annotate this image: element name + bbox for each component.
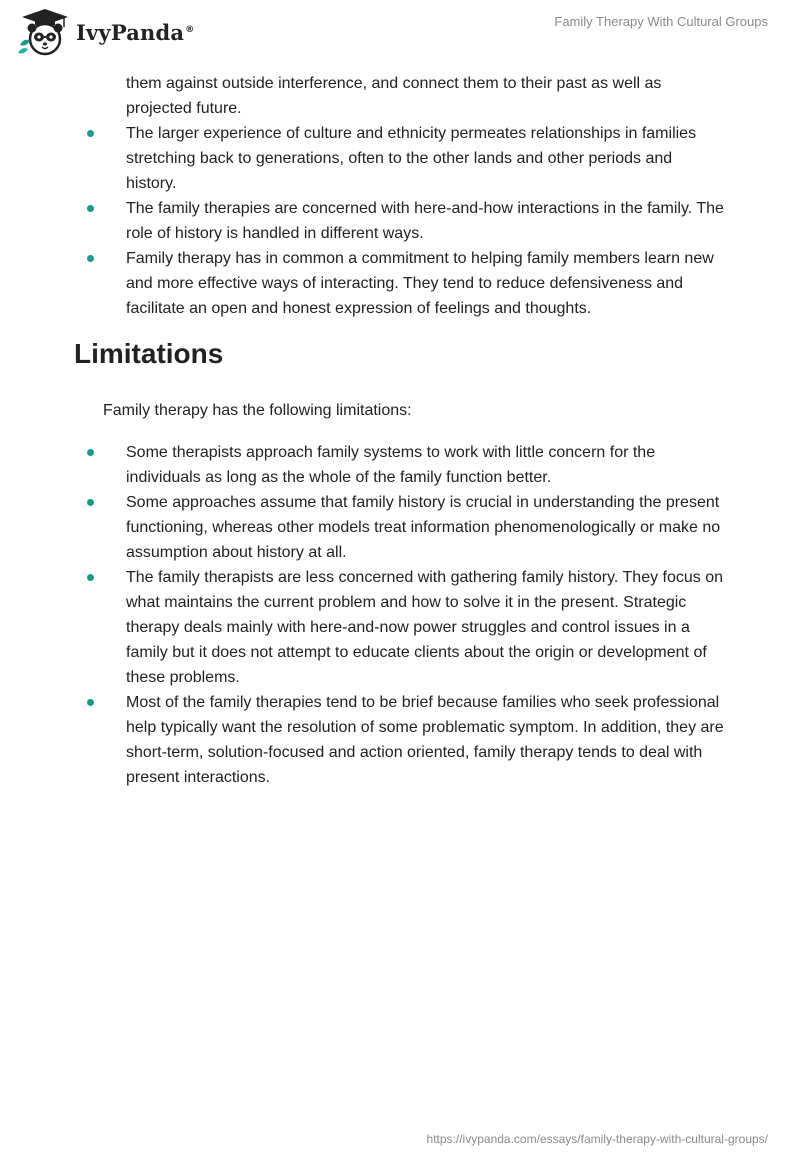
bullet-dot-icon <box>87 574 94 581</box>
page-header <box>0 0 800 60</box>
document-title: Family Therapy With Cultural Groups <box>554 14 768 29</box>
list-item-text: The larger experience of culture and ethnicity permeates relationships in families stretching back to generations, often to the other lands and other periods and history. <box>126 125 697 192</box>
section-heading: Limitations <box>74 338 224 369</box>
bullet-dot-icon <box>87 699 94 706</box>
brand-name: IvyPanda® <box>76 19 195 45</box>
list-item <box>0 196 800 246</box>
list-item-text: The family therapies are concerned with here-and-how interactions in the family. The role of history is handled in different ways. <box>126 200 724 242</box>
bullet-dot-icon <box>87 130 94 137</box>
advantages-list <box>0 121 800 321</box>
list-item <box>0 440 800 490</box>
registered-mark: ® <box>185 24 195 35</box>
bullet-dot-icon <box>87 449 94 456</box>
ivypanda-logo[interactable] <box>14 7 194 57</box>
bullet-dot-icon <box>87 205 94 212</box>
list-item-text: Most of the family therapies tend to be brief because families who seek professional help typically want the resolution of some problematic symptom. In addition, they are short-term, solution-focused and action oriented, family therapy tends to deal with present interactions. <box>126 694 724 786</box>
list-item <box>0 690 800 790</box>
list-item <box>0 490 800 565</box>
list-item <box>0 565 800 690</box>
panda-graduate-icon <box>14 7 74 57</box>
list-item-text: Family therapy has in common a commitment to helping family members learn new and more effective ways of interacting. They tend to reduce defensiveness and facilitate an open and honest expression of feelings and thoughts. <box>126 250 714 317</box>
source-url-link[interactable]: https://ivypanda.com/essays/family-therapy-with-cultural-groups/ <box>426 1132 768 1146</box>
bullet-dot-icon <box>87 499 94 506</box>
section-intro: Family therapy has the following limitations: <box>103 402 412 419</box>
list-item-text: Some approaches assume that family history is crucial in understanding the present functioning, whereas other models treat information phenomenologically or make no assumption about history at all. <box>126 494 721 561</box>
list-item <box>0 246 800 321</box>
list-item-text: Some therapists approach family systems to work with little concern for the individuals as long as the whole of the family function better. <box>126 444 656 486</box>
list-item <box>0 121 800 196</box>
bullet-dot-icon <box>87 255 94 262</box>
continued-bullet-text: them against outside interference, and connect them to their past as well as projected future. <box>126 75 662 117</box>
limitations-list <box>0 440 800 790</box>
list-item-text: The family therapists are less concerned with gathering family history. They focus on what maintains the current problem and how to solve it in the present. Strategic therapy deals mainly with here-and-now power struggles and control issues in a family but it does not attempt to educate clients about the origin or development of these problems. <box>126 569 724 686</box>
